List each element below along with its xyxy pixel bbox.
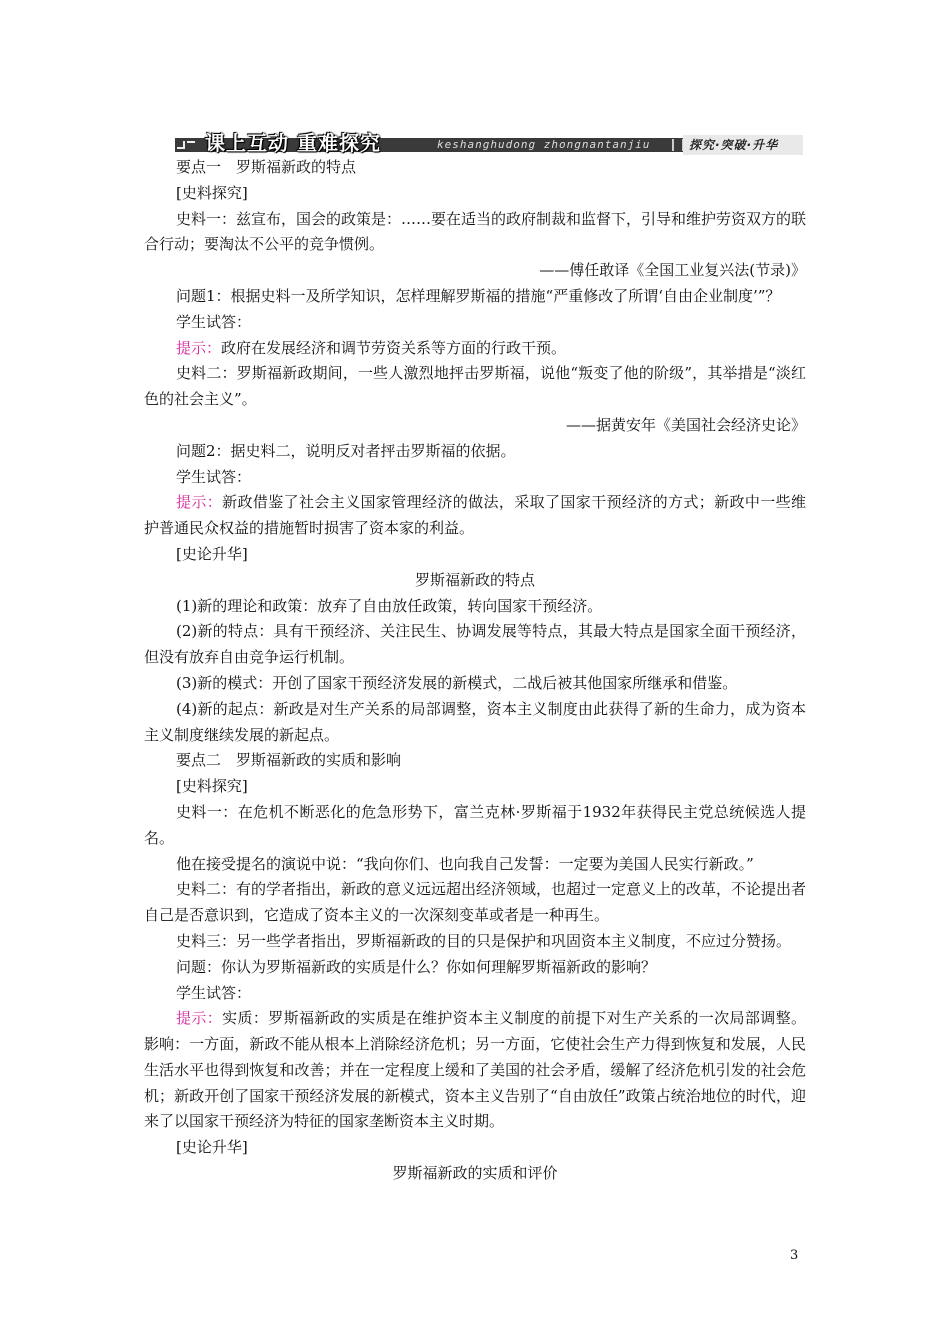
paragraph — [144, 542, 806, 568]
paragraph — [144, 800, 806, 852]
paragraph-text: 史料二：罗斯福新政期间，一些人激烈地抨击罗斯福，说他“叛变了他的阶级”，其举措是“淡红色的社会主义”。 — [144, 364, 806, 409]
paragraph-text: [史料探究] — [176, 183, 248, 202]
banner-pinyin: keshanghudong zhongnantanjiu — [437, 138, 651, 151]
paragraph-text: 实质：罗斯福新政的实质是在维护资本主义制度的前提下对生产关系的一次局部调整。影响：一方面，新政不能从根本上消除经济危机；另一方面，它使社会生产力得到恢复和发展，人民生活水平也得到恢复和改善；并在一定程度上缓和了美国的社会矛盾，缓解了经济危机引发的社会危机；新政开创了国家干预经济发展的新模式，资本主义告别了“自由放任”政策占统治地位的时代，迎来了以国家干预经济为特征的国家垄断资本主义时期。 — [144, 1009, 806, 1131]
hint-label: 提示： — [176, 338, 222, 357]
paragraph — [144, 361, 806, 413]
paragraph-text: 学生试答： — [176, 312, 252, 331]
paragraph — [144, 929, 806, 955]
paragraph-text: 史料三：另一些学者指出，罗斯福新政的目的只是保护和巩固资本主义制度，不应过分赞扬。 — [176, 931, 792, 950]
paragraph-text: 学生试答： — [176, 983, 252, 1002]
paragraph — [144, 877, 806, 929]
hint-label: 提示： — [176, 1009, 223, 1028]
subheading — [144, 568, 806, 594]
paragraph-text: (1)新的理论和政策：放弃了自由放任政策，转向国家干预经济。 — [176, 596, 603, 615]
paragraph-text: ——傅任敢译《全国工业复兴法(节录)》 — [539, 261, 806, 280]
paragraph — [144, 852, 806, 878]
paragraph — [144, 155, 806, 181]
paragraph-text: (3)新的模式：开创了国家干预经济发展的新模式，二战后被其他国家所继承和借鉴。 — [176, 673, 738, 692]
hint-label: 提示： — [176, 493, 223, 512]
paragraph-text: 新政借鉴了社会主义国家管理经济的做法，采取了国家干预经济的方式；新政中一些维护普通民众权益的措施暂时损害了资本家的利益。 — [144, 493, 806, 538]
paragraph-text: 要点一 罗斯福新政的特点 — [176, 158, 357, 176]
paragraph — [144, 671, 806, 697]
paragraph — [144, 981, 806, 1007]
paragraph-text: 他在接受提名的演说中说：“我向你们、也向我自己发誓：一定要为美国人民实行新政。” — [176, 854, 754, 873]
paragraph-text: (4)新的起点：新政是对生产关系的局部调整，资本主义制度由此获得了新的生命力，成为资本主义制度继续发展的新起点。 — [144, 699, 806, 744]
paragraph-text: 史料一：兹宣布，国会的政策是：……要在适当的政府制裁和监督下，引导和维护劳资双方的联合行动；要淘汰不公平的竞争惯例。 — [144, 209, 807, 254]
paragraph — [144, 439, 806, 465]
paragraph — [144, 619, 806, 671]
paragraph-text: 学生试答： — [176, 467, 252, 486]
paragraph-text: ——据黄安年《美国社会经济史论》 — [565, 415, 806, 434]
banner-motto: 探究·突破·升华 — [689, 138, 779, 152]
paragraph-text: 问题2：据史料二，说明反对者抨击罗斯福的依据。 — [176, 441, 516, 460]
page-number: 3 — [790, 1248, 799, 1263]
hint-paragraph — [144, 336, 806, 362]
paragraph-text: 要点二 罗斯福新政的实质和影响 — [176, 751, 402, 770]
paragraph-text: 问题1：根据史料一及所学知识，怎样理解罗斯福的措施“严重修改了所谓‘自由企业制度’”？ — [176, 286, 781, 305]
paragraph — [144, 284, 806, 310]
paragraph — [144, 310, 806, 336]
paragraph-text: 史料一：在危机不断恶化的危急形势下，富兰克林·罗斯福于1932年获得民主党总统候选人提名。 — [144, 802, 806, 847]
paragraph-text: (2)新的特点：具有干预经济、关注民生、协调发展等特点，其最大特点是国家全面干预经济，但没有放弃自由竞争运行机制。 — [144, 622, 806, 667]
paragraph-text: 史料二：有的学者指出，新政的意义远远超出经济领域，也超过一定意义上的改革，不论提出者自己是否意识到，它造成了资本主义的一次深刻变革或者是一种再生。 — [144, 880, 807, 925]
paragraph — [144, 955, 806, 981]
paragraph — [144, 774, 806, 800]
paragraph-text: 政府在发展经济和调节劳资关系等方面的行政干预。 — [221, 338, 567, 357]
paragraph-text: 罗斯福新政的实质和评价 — [392, 1164, 558, 1183]
subheading — [144, 1161, 806, 1187]
section-banner — [175, 131, 803, 155]
paragraph-text: 问题：你认为罗斯福新政的实质是什么？你如何理解罗斯福新政的影响？ — [176, 957, 657, 976]
paragraph — [144, 594, 806, 620]
paragraph — [144, 1135, 806, 1161]
document-body — [144, 155, 806, 1187]
paragraph — [144, 181, 806, 207]
paragraph — [144, 465, 806, 491]
paragraph — [144, 697, 806, 749]
paragraph-text: [史论升华] — [176, 1138, 248, 1157]
paragraph-text: 罗斯福新政的特点 — [414, 570, 535, 589]
hint-paragraph — [144, 490, 806, 542]
banner-corner-mark-icon — [175, 137, 197, 153]
hint-paragraph — [144, 1006, 806, 1135]
paragraph-text: [史论升华] — [176, 544, 248, 563]
paragraph — [144, 258, 806, 284]
paragraph — [144, 748, 806, 774]
paragraph — [144, 207, 806, 259]
paragraph — [144, 413, 806, 439]
paragraph-text: [史料探究] — [176, 777, 248, 796]
banner-title: 课上互动 重难探究 — [205, 131, 381, 155]
